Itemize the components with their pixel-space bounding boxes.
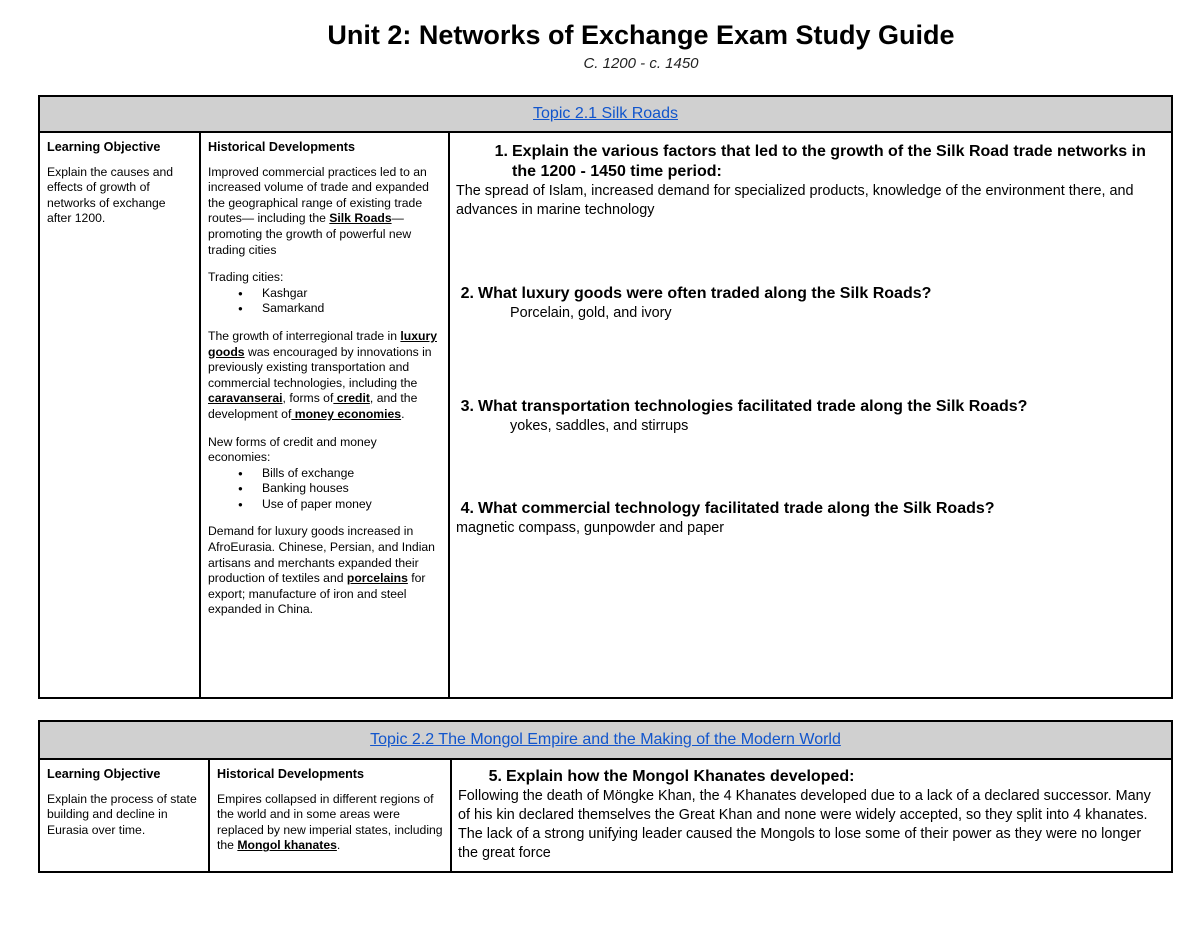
- learning-objective-cell: [39, 759, 209, 872]
- historical-developments-label: Historical Developments: [208, 140, 355, 154]
- question-text: 2. What luxury goods were often traded along the Silk Roads?: [460, 285, 932, 302]
- answer-text: Porcelain, gold, and ivory: [510, 305, 672, 321]
- question-block: [456, 499, 1165, 538]
- list-item: ● Kashgar: [238, 286, 441, 302]
- answer-text: Following the death of Möngke Khan, the 4 Khanates developed due to a lack of a declared successor. Many of his kin declared themselves the Great Khan and none were widely accepted, so they split into 4 khanates. The lack of a strong unifying leader caused the Mongols to lose some of their power as they were no longer the great force: [458, 788, 1151, 861]
- question-text: 5. Explain how the Mongol Khanates developed:: [488, 768, 855, 785]
- historical-developments-label: Historical Developments: [217, 767, 364, 781]
- topic-2-1-table: [38, 95, 1173, 699]
- development-paragraph: Empires collapsed in different regions of the world and in some areas were replaced by new imperial states, including the Mongol khanates.: [217, 791, 443, 853]
- topic-heading-cell: [39, 96, 1172, 132]
- learning-objective-label: Learning Objective: [47, 767, 161, 781]
- question-block: [456, 142, 1165, 220]
- development-paragraph: Demand for luxury goods increased in AfroEurasia. Chinese, Persian, and Indian artisans and merchants expanded their production of textiles and porcelains for export; manufacture of iron and steel expanded in China.: [208, 524, 435, 617]
- answer-text: The spread of Islam, increased demand for specialized products, knowledge of the environment there, and advances in marine technology: [456, 183, 1134, 218]
- historical-developments-cell: [209, 759, 451, 872]
- trading-cities: Trading cities: ● Kashgar ● Samarkand: [208, 270, 441, 317]
- development-paragraph: The growth of interregional trade in luxury goods was encouraged by innovations in previously existing transportation and commercial technologies, including the caravanserai, forms of credit, and the development of money economies.: [208, 328, 437, 421]
- question-block: [458, 767, 1165, 863]
- page-subtitle: C. 1200 - c. 1450: [583, 55, 699, 72]
- key-term: Mongol khanates: [237, 838, 337, 853]
- questions-cell: [451, 759, 1172, 872]
- learning-objective-text: Explain the causes and effects of growth of networks of exchange after 1200.: [47, 164, 174, 226]
- learning-objective-cell: [39, 132, 200, 698]
- question-text: 4. What commercial technology facilitated trade along the Silk Roads?: [460, 500, 995, 517]
- learning-objective-text: Explain the process of state building and decline in Eurasia over time.: [47, 791, 197, 837]
- question-text: 3. What transportation technologies facilitated trade along the Silk Roads?: [460, 398, 1028, 415]
- development-paragraph: Improved commercial practices led to an increased volume of trade and expanded the geographical range of existing trade routes— including the Silk Roads—promoting the growth of powerful new trading cities: [208, 164, 429, 257]
- list-item: ● Use of paper money: [238, 497, 441, 513]
- list-item: ● Samarkand: [238, 301, 441, 317]
- key-term: credit: [333, 391, 370, 406]
- key-term: money economies: [291, 406, 402, 421]
- list-item: ● Bills of exchange: [238, 466, 441, 482]
- topic-2-2-link[interactable]: Topic 2.2 The Mongol Empire and the Making of the Modern World: [370, 731, 841, 748]
- topic-2-1-link[interactable]: Topic 2.1 Silk Roads: [533, 105, 678, 122]
- key-term: luxury goods: [208, 328, 437, 359]
- page-title: Unit 2: Networks of Exchange Exam Study Guide: [327, 20, 955, 50]
- topic-2-2-table: [38, 720, 1173, 873]
- question-block: [456, 397, 1165, 436]
- key-term: Silk Roads: [329, 211, 392, 226]
- question-block: [456, 284, 1165, 323]
- answer-text: yokes, saddles, and stirrups: [510, 418, 689, 434]
- topic-heading-cell: [39, 721, 1172, 759]
- historical-developments-cell: [200, 132, 449, 698]
- credit-forms: New forms of credit and money economies: ● Bills of exchange ● Banking houses ● Use of paper money: [208, 435, 441, 513]
- question-text: 1. Explain the various factors that led to the growth of the Silk Road trade networks in the 1200 - 1450 time period:: [494, 143, 1146, 180]
- learning-objective-label: Learning Objective: [47, 140, 161, 154]
- key-term: porcelains: [346, 571, 408, 586]
- list-item: ● Banking houses: [238, 481, 441, 497]
- answer-text: magnetic compass, gunpowder and paper: [456, 520, 724, 536]
- key-term: caravanserai: [208, 391, 283, 406]
- questions-cell: [449, 132, 1172, 698]
